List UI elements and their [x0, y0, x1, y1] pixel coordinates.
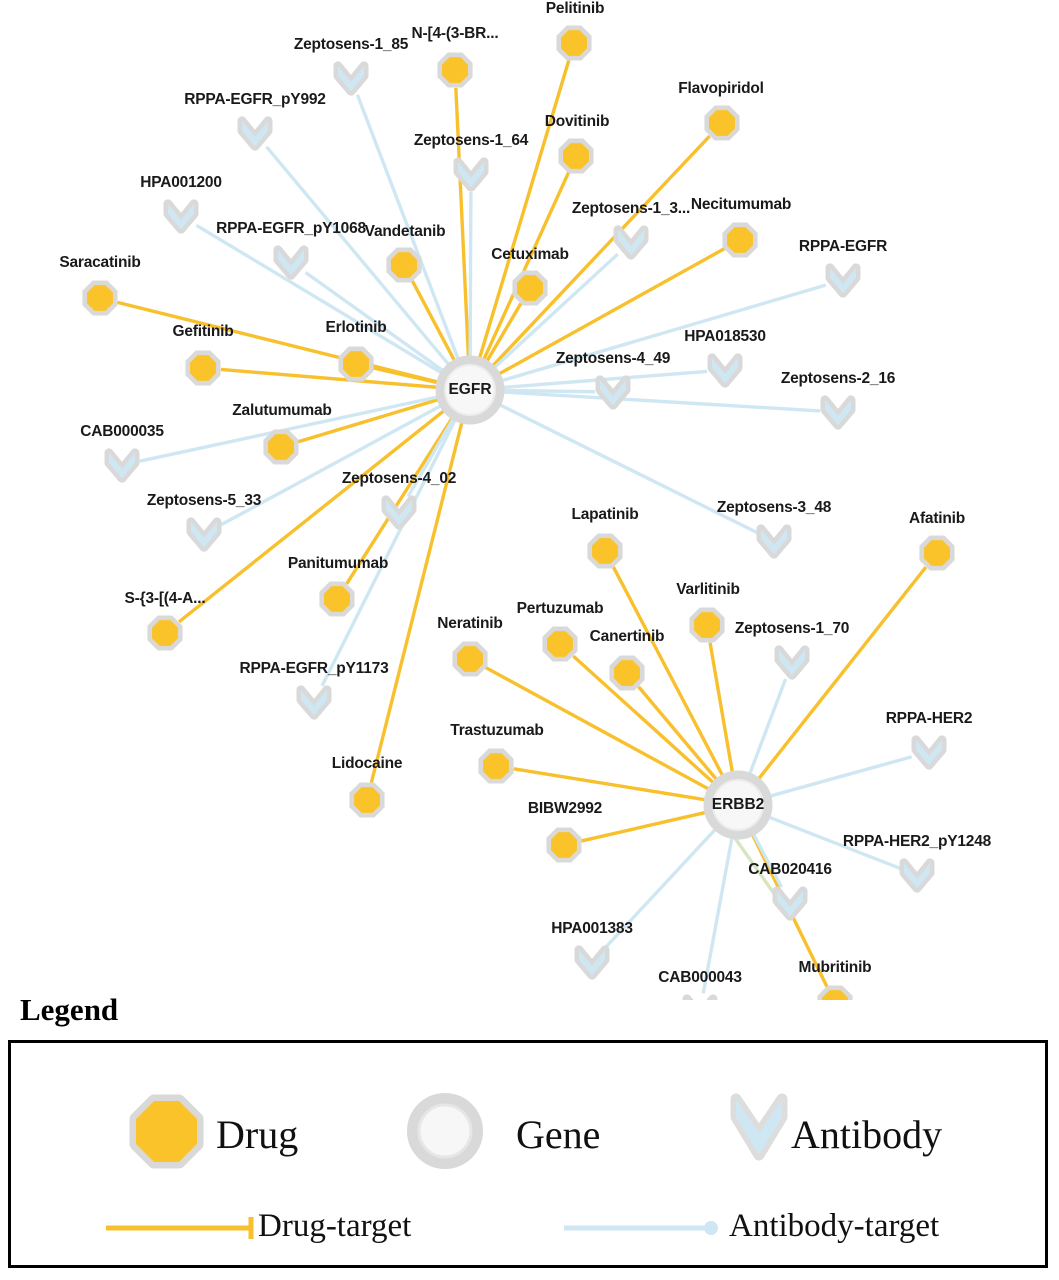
legend-label-antibody: Antibody	[791, 1112, 943, 1157]
legend-gene-icon	[413, 1099, 477, 1163]
drug-node-label: Afatinib	[908, 510, 966, 527]
drug-node[interactable]	[349, 782, 384, 817]
drug-node[interactable]	[319, 581, 354, 616]
drug-node[interactable]	[452, 641, 487, 676]
drug-node-label: Gefitinib	[172, 323, 234, 340]
drug-node[interactable]	[512, 270, 547, 305]
drug-node-label: Neratinib	[437, 615, 503, 632]
antibody-node-label: Zeptosens-4_49	[555, 350, 671, 367]
drug-node-label: Zalutumumab	[232, 402, 332, 419]
drug-node-body	[563, 143, 589, 169]
edge-antibody-target	[470, 192, 471, 358]
antibody-node-halo	[687, 999, 713, 1000]
edge-drug-target	[456, 88, 469, 358]
legend-drug-edge-icon	[106, 1217, 251, 1239]
legend-box	[8, 1040, 1048, 1268]
drug-node-label: N-[4-(3-BR...	[411, 25, 499, 42]
drug-node-body	[614, 660, 640, 686]
drug-node-label: Lapatinib	[571, 506, 639, 523]
drug-node-label: BIBW2992	[527, 800, 603, 817]
drug-node-body	[457, 646, 483, 672]
edge-drug-target	[639, 687, 718, 781]
antibody-node-label: Zeptosens-1_3...	[571, 200, 691, 217]
antibody-node-label: Zeptosens-5_33	[146, 492, 262, 509]
antibody-node[interactable]	[830, 268, 856, 293]
drug-node-label: S-{3-[(4-A...	[124, 590, 206, 607]
drug-node-body	[87, 285, 113, 311]
legend-antibody-edge-icon	[564, 1221, 718, 1235]
drug-node-label: Panitumumab	[287, 555, 389, 572]
drug-node-body	[561, 30, 587, 56]
legend-label-drug-target: Drug-target	[258, 1208, 412, 1244]
antibody-node-label: Zeptosens-1_85	[293, 36, 409, 53]
antibody-node-label: HPA001200	[140, 174, 222, 191]
drug-node-body	[190, 355, 216, 381]
legend-label-gene: Gene	[516, 1112, 601, 1157]
edge-drug-target	[710, 643, 733, 774]
antibody-node-label: CAB020416	[748, 861, 832, 878]
drug-node[interactable]	[609, 655, 644, 690]
drug-node[interactable]	[558, 138, 593, 173]
antibody-node[interactable]	[712, 358, 738, 383]
drug-node-label: Flavopiridol	[678, 80, 764, 97]
antibody-node-label: Zeptosens-1_70	[734, 620, 850, 637]
antibody-node[interactable]	[916, 740, 942, 765]
drug-node-label: Necitumumab	[690, 196, 792, 213]
antibody-node[interactable]	[904, 863, 930, 888]
antibody-node[interactable]	[278, 250, 304, 275]
antibody-node[interactable]	[761, 529, 787, 554]
edge-antibody-target	[769, 757, 912, 797]
drug-node-body	[354, 787, 380, 813]
drug-node[interactable]	[722, 222, 757, 257]
drug-node[interactable]	[689, 607, 724, 642]
drug-node[interactable]	[437, 52, 472, 87]
drug-node-label: Pertuzumab	[516, 600, 604, 617]
antibody-node-label: HPA001383	[551, 920, 633, 937]
drug-node-body	[547, 631, 573, 657]
antibody-node[interactable]	[618, 230, 644, 255]
edge-antibody-target	[749, 679, 785, 775]
antibody-node-label: Zeptosens-4_02	[341, 470, 457, 487]
drug-node[interactable]	[263, 429, 298, 464]
edges-layer	[117, 60, 925, 993]
legend-title: Legend	[20, 992, 119, 1027]
drug-node-label: Saracatinib	[59, 254, 141, 271]
drug-node-body	[517, 275, 543, 301]
antibody-node[interactable]	[579, 950, 605, 975]
drug-node-body	[152, 620, 178, 646]
drug-node[interactable]	[185, 350, 220, 385]
drug-node[interactable]	[478, 748, 513, 783]
edge-drug-target	[374, 368, 439, 383]
antibody-node[interactable]	[168, 204, 194, 229]
antibody-node[interactable]	[825, 400, 851, 425]
drug-node-label: Pelitinib	[545, 0, 605, 17]
drug-node-body	[483, 753, 509, 779]
gene-node-label: EGFR	[448, 381, 492, 398]
gene-node-label: ERBB2	[711, 796, 765, 813]
drug-node[interactable]	[542, 626, 577, 661]
drug-node-body	[709, 110, 735, 136]
drug-node[interactable]	[82, 280, 117, 315]
drug-node-label: Lidocaine	[331, 755, 403, 772]
drug-node[interactable]	[817, 985, 852, 1000]
drug-node[interactable]	[704, 105, 739, 140]
drug-node-body	[442, 57, 468, 83]
antibody-node[interactable]	[600, 380, 626, 405]
antibody-node-label: RPPA-EGFR_pY1068	[216, 220, 366, 237]
antibody-node[interactable]	[301, 690, 327, 715]
antibody-node[interactable]	[687, 999, 713, 1000]
antibody-node-label: Zeptosens-2_16	[780, 370, 896, 387]
drug-node-body	[324, 586, 350, 612]
legend-label-drug: Drug	[216, 1112, 299, 1157]
drug-node-label: Mubritinib	[798, 959, 872, 976]
legend-drug-icon	[136, 1101, 197, 1162]
drug-node-label: Canertinib	[589, 628, 665, 645]
drug-node-body	[551, 832, 577, 858]
drug-node-body	[694, 612, 720, 638]
edge-antibody-target	[502, 392, 820, 411]
legend-antibody-icon	[736, 1099, 782, 1155]
antibody-node-label: HPA018530	[684, 328, 766, 345]
drug-node-body	[268, 434, 294, 460]
drug-node[interactable]	[556, 25, 591, 60]
drug-node-body	[592, 538, 618, 564]
antibody-node[interactable]	[777, 891, 803, 916]
drug-node[interactable]	[546, 827, 581, 862]
edge-drug-target	[479, 60, 569, 359]
antibody-node-label: RPPA-EGFR_pY992	[184, 91, 326, 108]
antibody-node-label: CAB000035	[80, 423, 164, 440]
drug-node[interactable]	[587, 533, 622, 568]
drug-node-label: Erlotinib	[325, 319, 387, 336]
antibody-node[interactable]	[109, 453, 135, 478]
drug-node-label: Dovitinib	[544, 113, 610, 130]
antibody-node[interactable]	[191, 522, 217, 547]
drug-node-label: Vandetanib	[364, 223, 446, 240]
drug-node-body	[924, 540, 950, 566]
drug-node-label: Cetuximab	[491, 246, 569, 263]
antibody-node-label: RPPA-EGFR	[798, 238, 888, 255]
antibody-node[interactable]	[242, 121, 268, 146]
drug-node[interactable]	[147, 615, 182, 650]
drug-node-body	[391, 252, 417, 278]
legend-label-antibody-target: Antibody-target	[729, 1208, 940, 1244]
antibody-node-label: CAB000043	[658, 969, 742, 986]
antibody-node[interactable]	[338, 66, 364, 91]
drug-node[interactable]	[386, 247, 421, 282]
antibody-node[interactable]	[779, 650, 805, 675]
drug-node-label: Trastuzumab	[450, 722, 544, 739]
drug-node-body	[727, 227, 753, 253]
drug-node[interactable]	[338, 346, 373, 381]
antibody-node-label: Zeptosens-1_64	[413, 132, 529, 149]
antibody-node-label: Zeptosens-3_48	[716, 499, 832, 516]
antibody-node-label: RPPA-HER2	[885, 710, 973, 727]
drug-node-label: Varlitinib	[676, 581, 740, 598]
edge-drug-target	[758, 567, 926, 780]
drug-node[interactable]	[919, 535, 954, 570]
drug-node-body	[343, 351, 369, 377]
antibody-node-label: RPPA-EGFR_pY1173	[239, 660, 389, 677]
edge-drug-target	[221, 369, 438, 387]
antibody-node-label: RPPA-HER2_pY1248	[842, 833, 992, 850]
